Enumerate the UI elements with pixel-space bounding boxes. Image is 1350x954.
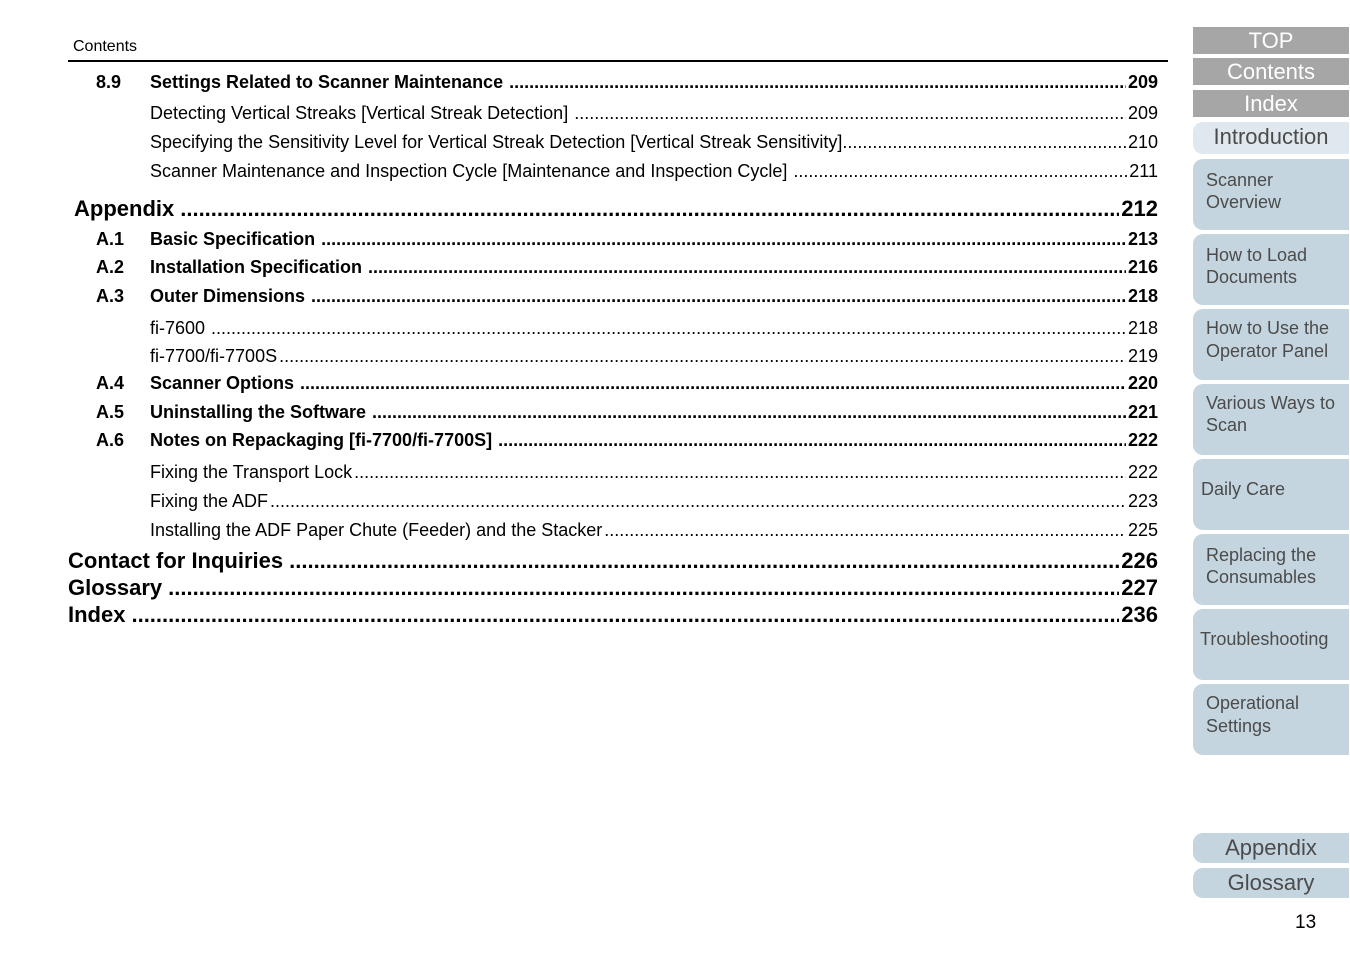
tab-scanner-overview[interactable]: [1193, 159, 1349, 230]
tab-label: Troubleshooting: [1200, 629, 1329, 649]
toc-title: fi-7600: [150, 318, 206, 338]
toc-title: Glossary: [68, 575, 163, 600]
toc-entry-vertical-streak-detection[interactable]: [150, 103, 1158, 124]
tab-label-line-1: Replacing the: [1206, 545, 1317, 565]
toc-title: Uninstalling the Software: [150, 402, 367, 422]
toc-title: Detecting Vertical Streaks [Vertical Streak Detection]: [150, 103, 569, 123]
header-label: Contents: [73, 38, 138, 55]
page-number: 13: [1295, 912, 1317, 933]
toc-page: 211: [1129, 161, 1158, 181]
toc-title: Fixing the Transport Lock: [150, 462, 353, 482]
dot-leader: [289, 548, 1119, 574]
tab-consumables[interactable]: [1193, 534, 1349, 605]
toc-entry-contact[interactable]: [68, 548, 1158, 574]
toc-number: A.1: [96, 229, 125, 249]
toc-title: Installation Specification: [150, 257, 363, 277]
toc-page: 222: [1127, 430, 1158, 450]
dot-leader: [372, 402, 1126, 423]
tab-label-line-1: Various Ways to: [1206, 393, 1336, 413]
toc-entry-fixing-adf[interactable]: [150, 491, 1158, 512]
top-button[interactable]: TOP: [1193, 27, 1349, 54]
contents-button[interactable]: Contents: [1193, 58, 1349, 85]
dot-leader: [211, 318, 1126, 339]
toc-entry-fi-7600[interactable]: [150, 318, 1158, 339]
toc-entry-glossary[interactable]: [68, 575, 1158, 601]
toc-entry-8-9[interactable]: [96, 72, 1158, 93]
tab-label-line-1: How to Load: [1206, 245, 1308, 265]
toc-title: Index: [68, 602, 126, 627]
dot-leader: [279, 346, 1126, 367]
tab-label-line-2: Scan: [1206, 415, 1248, 435]
toc-entry-a2[interactable]: [96, 257, 1158, 278]
tab-label-line-2: Settings: [1206, 716, 1272, 736]
dot-leader: [793, 161, 1127, 182]
toc-title: Scanner Maintenance and Inspection Cycle [Maintenance and Inspection Cycle]: [150, 161, 788, 181]
dot-leader: [842, 132, 1126, 153]
dot-leader: [354, 462, 1126, 483]
tab-label-line-2: Consumables: [1206, 567, 1317, 587]
tab-load-documents[interactable]: [1193, 234, 1349, 305]
index-button[interactable]: Index: [1193, 90, 1349, 117]
toc-entry-maintenance-cycle[interactable]: [150, 161, 1158, 182]
toc-entry-appendix[interactable]: [74, 196, 1158, 222]
toc-title: Fixing the ADF: [150, 491, 269, 511]
toc-page: 219: [1127, 346, 1158, 366]
toc-entry-a5[interactable]: [96, 402, 1158, 423]
toc-page: 226: [1121, 548, 1158, 573]
toc-page: 209: [1127, 72, 1158, 92]
toc-page: 212: [1121, 196, 1158, 221]
dot-leader: [311, 286, 1126, 307]
toc-number: A.3: [96, 286, 125, 306]
glossary-button[interactable]: Glossary: [1193, 868, 1349, 898]
header-rule: [68, 60, 1168, 62]
tab-label-line-2: Operator Panel: [1206, 341, 1329, 361]
tab-label-line-1: Operational: [1206, 693, 1300, 713]
toc-page: 209: [1127, 103, 1158, 123]
toc-page: 210: [1127, 132, 1158, 152]
toc-title: Settings Related to Scanner Maintenance: [150, 72, 504, 92]
toc-page: 218: [1127, 286, 1158, 306]
dot-leader: [509, 72, 1126, 93]
toc-entry-index[interactable]: [68, 602, 1158, 628]
toc-page: 216: [1127, 257, 1158, 277]
toc-number: A.2: [96, 257, 125, 277]
toc-number: A.5: [96, 402, 125, 422]
toc-page: 220: [1127, 373, 1158, 393]
toc-entry-vertical-streak-sensitivity[interactable]: [150, 132, 1158, 153]
toc-entry-a1[interactable]: [96, 229, 1158, 250]
toc-page: 236: [1121, 602, 1158, 627]
toc-title: Notes on Repackaging [fi-7700/fi-7700S]: [150, 430, 493, 450]
toc-entry-a6[interactable]: [96, 430, 1158, 451]
tab-ways-to-scan[interactable]: [1193, 384, 1349, 455]
dot-leader: [368, 257, 1126, 278]
tab-operational-settings[interactable]: [1193, 684, 1349, 755]
toc-title: Basic Specification: [150, 229, 316, 249]
tab-introduction[interactable]: Introduction: [1193, 122, 1349, 154]
toc-page: 225: [1127, 520, 1158, 540]
toc-title: Scanner Options: [150, 373, 295, 393]
toc-number: A.6: [96, 430, 125, 450]
toc-entry-transport-lock[interactable]: [150, 462, 1158, 483]
toc-entry-a4[interactable]: [96, 373, 1158, 394]
tab-troubleshooting[interactable]: [1193, 609, 1349, 680]
dot-leader: [498, 430, 1126, 451]
toc-number: A.4: [96, 373, 125, 393]
toc-page: 221: [1127, 402, 1158, 422]
tab-label-line-1: How to Use the: [1206, 318, 1330, 338]
toc-entry-paper-chute[interactable]: [150, 520, 1158, 541]
toc-title: fi-7700/fi-7700S: [150, 346, 278, 366]
dot-leader: [604, 520, 1126, 541]
dot-leader: [300, 373, 1126, 394]
dot-leader: [168, 575, 1119, 601]
toc-page: 227: [1121, 575, 1158, 600]
dot-leader: [270, 491, 1126, 512]
dot-leader: [180, 196, 1119, 222]
toc-entry-fi-7700[interactable]: [150, 346, 1158, 367]
toc-page: 223: [1127, 491, 1158, 511]
toc-number: 8.9: [96, 72, 122, 92]
dot-leader: [321, 229, 1126, 250]
toc-page: 213: [1127, 229, 1158, 249]
dot-leader: [574, 103, 1126, 124]
toc-entry-a3[interactable]: [96, 286, 1158, 307]
tab-daily-care[interactable]: [1193, 459, 1349, 530]
toc-title: Appendix: [74, 196, 175, 221]
toc-page: 218: [1127, 318, 1158, 338]
toc-page: 222: [1127, 462, 1158, 482]
tab-label-line-1: Scanner: [1206, 170, 1274, 190]
toc-title: Installing the ADF Paper Chute (Feeder) and the Stacker: [150, 520, 603, 540]
toc-title: Outer Dimensions: [150, 286, 306, 306]
tab-label-line-2: Overview: [1206, 192, 1282, 212]
appendix-button[interactable]: Appendix: [1193, 833, 1349, 863]
toc-title: Contact for Inquiries: [68, 548, 284, 573]
tab-label-line-2: Documents: [1206, 267, 1298, 287]
dot-leader: [131, 602, 1119, 628]
toc-title: Specifying the Sensitivity Level for Vertical Streak Detection [Vertical Streak Sensitivity]: [150, 132, 843, 152]
tab-label: Daily Care: [1201, 479, 1286, 499]
tab-operator-panel[interactable]: [1193, 309, 1349, 380]
